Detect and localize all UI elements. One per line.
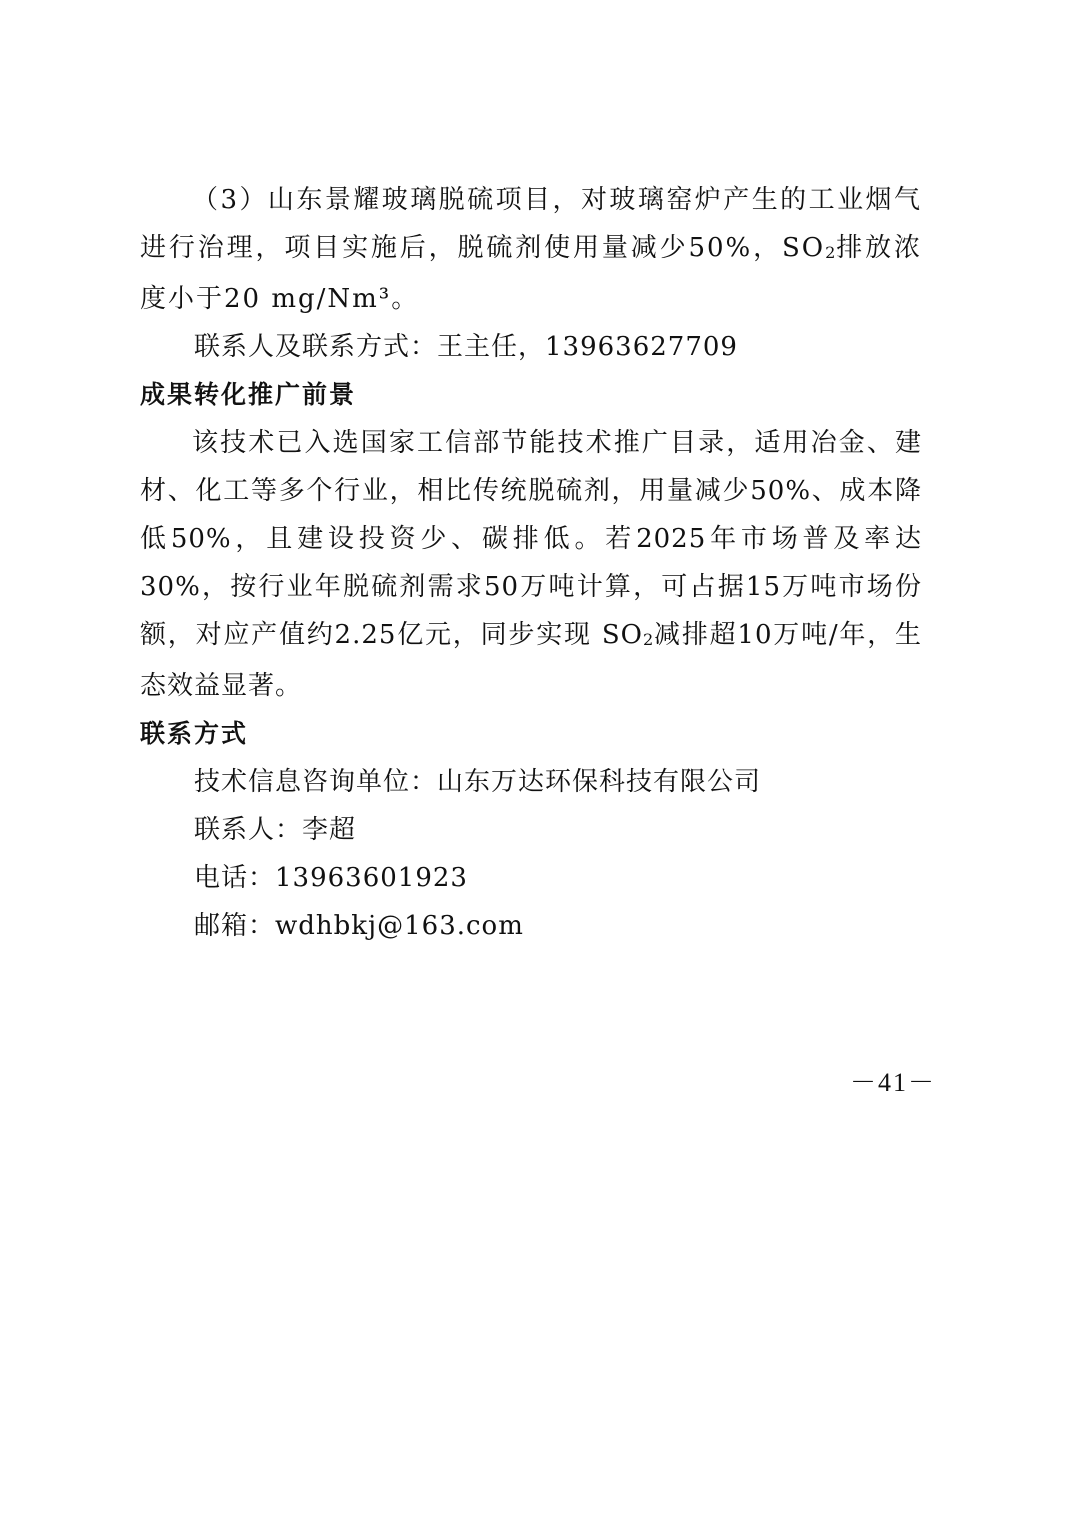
case3-subscript-2: 2 xyxy=(825,243,836,263)
prospects-text-part1: 该技术已入选国家工信部节能技术推广目录，适用冶金、建材、化工等多个行业，相比传统脱硫剂，用量减少50%、成本降低50%，且建设投资少、碳排低。若2025年市场普及率达30%，按行业年脱硫剂需求50万吨计算，可占据15万吨市场份额，对应产值约2.25亿元，同步实现 xyxy=(140,428,922,650)
contact-unit-line: 技术信息咨询单位：山东万达环保科技有限公司 xyxy=(194,767,762,797)
case3-contact-line: 联系人及联系方式：王主任，13963627709 xyxy=(194,332,738,362)
heading-contact: 联系方式 xyxy=(140,719,249,748)
case3-text-part2: 排放浓度小于20 mg/Nm³。 xyxy=(140,233,922,314)
contact-person-line: 联系人：李超 xyxy=(194,815,357,845)
contact-email-line: 邮箱：wdhbkj@163.com xyxy=(194,911,524,941)
case3-so2-formula xyxy=(782,233,835,263)
prospects-so-text: SO xyxy=(601,620,643,650)
page-content xyxy=(140,176,922,950)
contact-phone-line: 电话：13963601923 xyxy=(194,863,468,893)
prospects-paragraph xyxy=(140,419,922,710)
prospects-text-part2: 减排超10万吨/年，生态效益显著。 xyxy=(140,620,922,701)
prospects-subscript-2: 2 xyxy=(642,630,654,650)
page-number: －41－ xyxy=(849,1068,936,1097)
case3-text-part1: （3）山东景耀玻璃脱硫项目，对玻璃窑炉产生的工业烟气进行治理，项目实施后，脱硫剂使用量减少50%， xyxy=(140,185,922,263)
case3-so-text: SO xyxy=(782,233,826,263)
case3-paragraph xyxy=(140,176,922,323)
heading-prospects: 成果转化推广前景 xyxy=(140,380,357,409)
prospects-so2-formula xyxy=(602,620,653,650)
